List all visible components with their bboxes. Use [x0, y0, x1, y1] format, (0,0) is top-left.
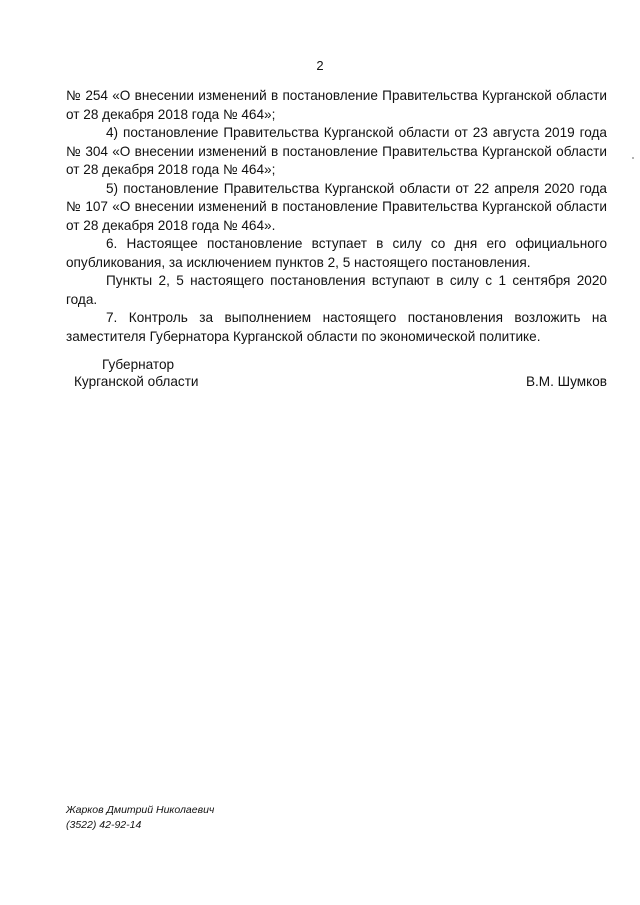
- document-body: [66, 87, 607, 346]
- paragraph-item-4: 4) постановление Правительства Курганской области от 23 августа 2019 года № 304 «О внесении изменений в постановление Правительства Курганской области от 28 декабря 2018 года № 464»;: [66, 125, 607, 177]
- scan-speck: [632, 157, 634, 159]
- signatory-title-line2: Курганской области: [74, 374, 199, 389]
- paragraph-point-7: 7. Контроль за выполнением настоящего постановления возложить на заместителя Губернатора Курганской области по экономической политике.: [66, 310, 607, 344]
- paragraph-point-6: 6. Настоящее постановление вступает в силу со дня его официального опубликования, за исключением пунктов 2, 5 настоящего постановления.: [66, 236, 607, 270]
- executor-info: [66, 803, 214, 833]
- paragraph-item-5: 5) постановление Правительства Курганской области от 22 апреля 2020 года № 107 «О внесении изменений в постановление Правительства Курганской области от 28 декабря 2018 года № 464».: [66, 180, 607, 233]
- page-number: 2: [316, 58, 324, 73]
- signatory-name: В.М. Шумков: [525, 374, 607, 389]
- executor-name: Жарков Дмитрий Николаевич: [66, 804, 215, 816]
- executor-phone: (3522) 42-92-14: [66, 819, 142, 831]
- paragraph-continuation: № 254 «О внесении изменений в постановление Правительства Курганской области от 28 декабря 2018 года № 464»;: [66, 88, 607, 122]
- signatory-title-line1: Губернатор: [102, 357, 175, 372]
- paragraph-effective-date: Пункты 2, 5 настоящего постановления вступают в силу с 1 сентября 2020 года.: [66, 273, 607, 307]
